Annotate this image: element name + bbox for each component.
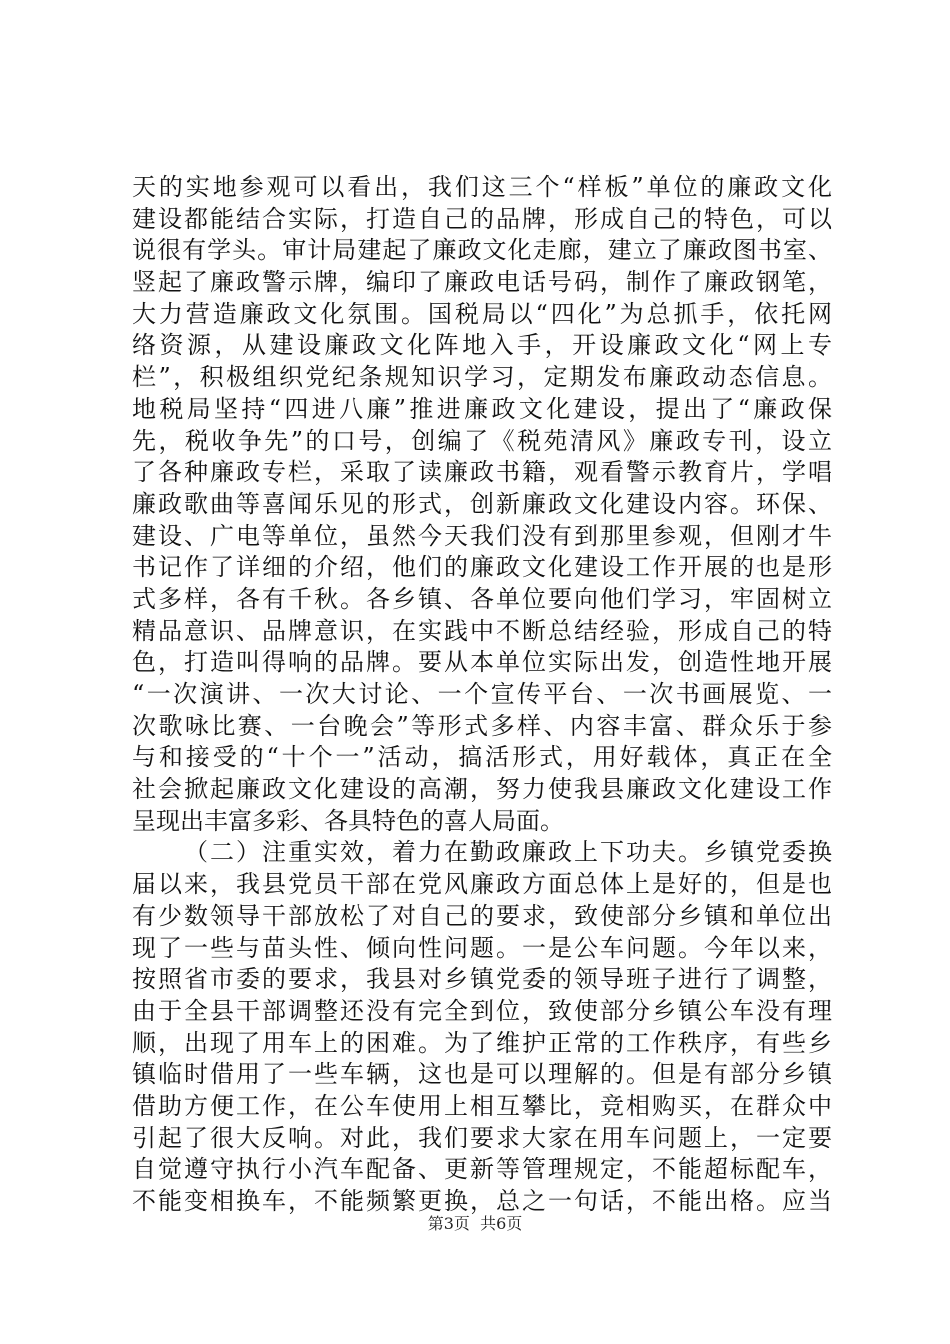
- text-line: 引起了很大反响。对此，我们要求大家在用车问题上，一定要: [132, 1123, 832, 1152]
- text-line: “一次演讲、一次大讨论、一个宣传平台、一次书画展览、一: [132, 680, 832, 708]
- text-line: 次歌咏比赛、一台晚会”等形式多样、内容丰富、群众乐于参: [132, 711, 832, 740]
- text-line: 式多样，各有千秋。各乡镇、各单位要向他们学习，牢固树立: [132, 584, 832, 613]
- text-line: 镇临时借用了一些车辆，这也是可以理解的。但是有部分乡镇: [132, 1060, 832, 1089]
- text-line: 大力营造廉政文化氛围。国税局以“四化”为总抓手，依托网: [132, 299, 832, 328]
- text-line: 地税局坚持“四进八廉”推进廉政文化建设，提出了“廉政保: [132, 394, 832, 423]
- text-line: 先，税收争先”的口号，创编了《税苑清风》廉政专刊，设立: [132, 426, 832, 455]
- text-line: 建设都能结合实际，打造自己的品牌，形成自己的特色，可以: [132, 204, 832, 233]
- text-line: 廉政歌曲等喜闻乐见的形式，创新廉政文化建设内容。环保、: [132, 489, 832, 518]
- text-line: 借助方便工作，在公车使用上相互攀比，竞相购买，在群众中: [132, 1091, 832, 1120]
- text-line: 不能变相换车，不能频繁更换，总之一句话，不能出格。应当: [132, 1187, 832, 1215]
- text-line: 书记作了详细的介绍，他们的廉政文化建设工作开展的也是形: [132, 553, 832, 582]
- text-line: 与和接受的“十个一”活动，搞活形式，用好载体，真正在全: [132, 743, 832, 772]
- body-text: [132, 172, 832, 1218]
- text-line: 色，打造叫得响的品牌。要从本单位实际出发，创造性地开展: [132, 648, 832, 677]
- text-line: 社会掀起廉政文化建设的高潮，努力使我县廉政文化建设工作: [132, 775, 832, 804]
- text-line: 竖起了廉政警示牌，编印了廉政电话号码，制作了廉政钢笔，: [132, 268, 832, 297]
- text-line: 有少数领导干部放松了对自己的要求，致使部分乡镇和单位出: [132, 901, 832, 930]
- text-line: 顺，出现了用车上的困难。为了维护正常的工作秩序，有些乡: [132, 1028, 832, 1057]
- text-line: 栏”，积极组织党纪条规知识学习，定期发布廉政动态信息。: [132, 363, 832, 392]
- paragraph-end-line: 呈现出丰富多彩、各具特色的喜人局面。: [132, 806, 564, 835]
- text-line: 建设、广电等单位，虽然今天我们没有到那里参观，但刚才牛: [132, 521, 832, 550]
- text-line: 说很有学头。审计局建起了廉政文化走廊，建立了廉政图书室、: [132, 236, 832, 265]
- text-line: 届以来，我县党员干部在党风廉政方面总体上是好的，但是也: [132, 870, 832, 899]
- paragraph-start-line: （二）注重实效，着力在勤政廉政上下功夫。乡镇党委换: [184, 838, 832, 867]
- text-line: 了各种廉政专栏，采取了读廉政书籍，观看警示教育片，学唱: [132, 458, 832, 487]
- page-footer: [0, 1214, 950, 1234]
- text-line: 按照省市委的要求，我县对乡镇党委的领导班子进行了调整，: [132, 965, 832, 994]
- text-line: 自觉遵守执行小汽车配备、更新等管理规定，不能超标配车，: [132, 1155, 832, 1184]
- text-line: 天的实地参观可以看出，我们这三个“样板”单位的廉政文化: [132, 173, 832, 201]
- text-line: 络资源，从建设廉政文化阵地入手，开设廉政文化“网上专: [132, 331, 832, 360]
- page-number: 第3页 共6页: [427, 1214, 523, 1233]
- text-line: 由于全县干部调整还没有完全到位，致使部分乡镇公车没有理: [132, 996, 832, 1025]
- text-line: 现了一些与苗头性、倾向性问题。一是公车问题。今年以来，: [132, 933, 832, 962]
- text-line: 精品意识、品牌意识，在实践中不断总结经验，形成自己的特: [132, 616, 832, 645]
